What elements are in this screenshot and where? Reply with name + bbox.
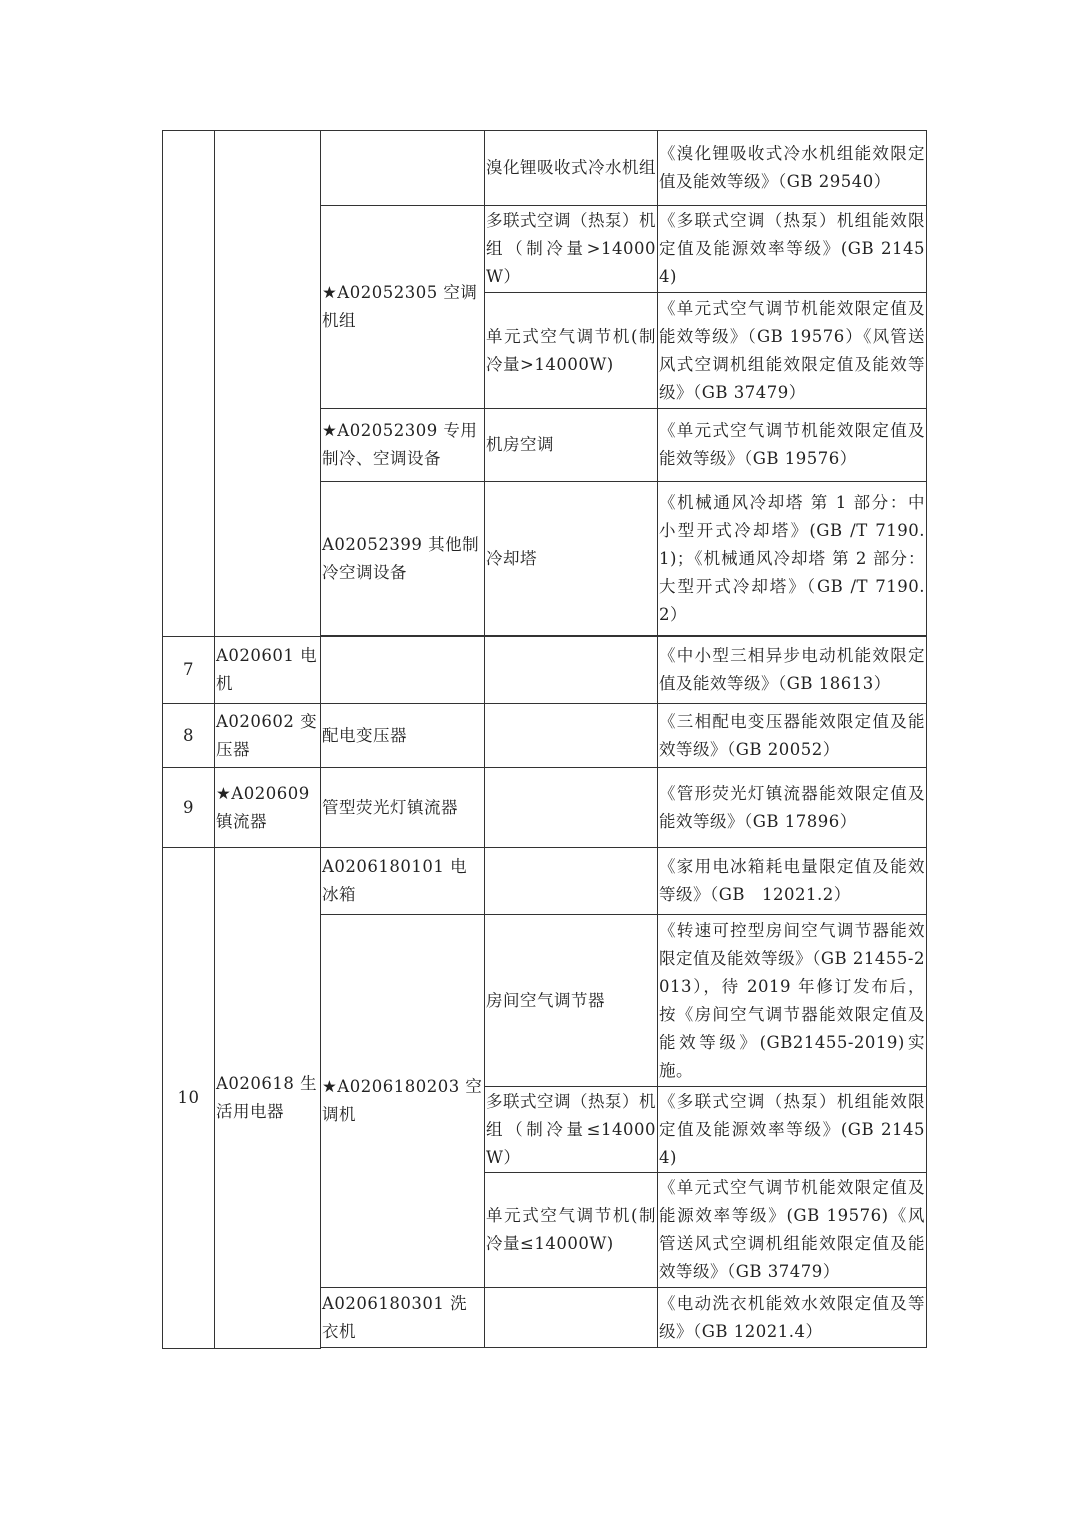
standard-cell: 《单元式空气调节机能效限定值及能效等级》（GB 19576）《风管送风式空调机组能效限定值及能效等级》（GB 37479） (658, 293, 927, 409)
category-cell: ★A020609 镇流器 (215, 768, 321, 848)
standard-cell: 《家用电冰箱耗电量限定值及能效等级》（GB 12021.2） (658, 848, 927, 915)
standard-cell: 《多联式空调（热泵）机组能效限定值及能源效率等级》(GB 21454) (658, 206, 927, 293)
item-cell: ★A02052305 空调机组 (321, 206, 485, 409)
item-cell (321, 637, 485, 704)
product-cell (485, 1288, 658, 1348)
standard-cell: 《转速可控型房间空气调节器能效限定值及能效等级》（GB 21455-2013），待 2019 年修订发布后，按《房间空气调节器能效限定值及能效等级》(GB21455-2019)实施。 (658, 915, 927, 1087)
item-cell: 管型荧光灯镇流器 (321, 768, 485, 848)
standard-cell: 《三相配电变压器能效限定值及能效等级》（GB 20052） (658, 704, 927, 768)
item-cell: 配电变压器 (321, 704, 485, 768)
table-row (163, 848, 927, 915)
row-number-cell: 7 (163, 637, 215, 704)
category-cell (215, 131, 321, 637)
product-cell (485, 704, 658, 768)
row-number-cell (163, 131, 215, 637)
standard-cell: 《单元式空气调节机能效限定值及能源效率等级》(GB 19576)《风管送风式空调机组能效限定值及能效等级》（GB 37479） (658, 1173, 927, 1288)
category-cell: A020618 生活用电器 (215, 848, 321, 1349)
category-cell: A020601 电机 (215, 637, 321, 704)
item-cell: ★A0206180203 空调机 (321, 915, 485, 1288)
product-cell: 溴化锂吸收式冷水机组 (485, 131, 658, 206)
standard-cell: 《电动洗衣机能效水效限定值及等级》（GB 12021.4） (658, 1288, 927, 1348)
product-cell: 单元式空气调节机(制冷量≤14000W) (485, 1173, 658, 1288)
product-cell: 冷却塔 (485, 482, 658, 636)
product-cell: 房间空气调节器 (485, 915, 658, 1087)
item-cell: ★A02052309 专用制冷、空调设备 (321, 409, 485, 482)
standard-cell: 《中小型三相异步电动机能效限定值及能效等级》（GB 18613） (658, 637, 927, 704)
product-cell: 单元式空气调节机(制冷量>14000W) (485, 293, 658, 409)
product-cell (485, 637, 658, 704)
item-cell (321, 131, 485, 206)
row-number-cell: 9 (163, 768, 215, 848)
category-cell: A020602 变压器 (215, 704, 321, 768)
energy-standards-table (162, 130, 927, 1349)
table-row (163, 131, 927, 206)
row-number-cell: 8 (163, 704, 215, 768)
standard-cell: 《多联式空调（热泵）机组能效限定值及能源效率等级》(GB 21454) (658, 1087, 927, 1173)
standard-cell: 《管形荧光灯镇流器能效限定值及能效等级》（GB 17896） (658, 768, 927, 848)
product-cell (485, 768, 658, 848)
standard-cell: 《溴化锂吸收式冷水机组能效限定值及能效等级》（GB 29540） (658, 131, 927, 206)
table-row (163, 768, 927, 848)
item-cell: A0206180101 电冰箱 (321, 848, 485, 915)
item-cell: A0206180301 洗衣机 (321, 1288, 485, 1348)
table-row (163, 637, 927, 704)
standard-cell: 《单元式空气调节机能效限定值及能效等级》（GB 19576） (658, 409, 927, 482)
product-cell: 机房空调 (485, 409, 658, 482)
product-cell: 多联式空调（热泵）机组（制冷量≤14000W） (485, 1087, 658, 1173)
product-cell: 多联式空调（热泵）机组（制冷量>14000W） (485, 206, 658, 293)
standard-cell: 《机械通风冷却塔 第 1 部分：中小型开式冷却塔》(GB /T 7190.1)；《机械通风冷却塔 第 2 部分：大型开式冷却塔》（GB /T 7190.2） (658, 482, 927, 636)
product-cell (485, 848, 658, 915)
table-row (163, 704, 927, 768)
item-cell: A02052399 其他制冷空调设备 (321, 482, 485, 636)
row-number-cell: 10 (163, 848, 215, 1349)
